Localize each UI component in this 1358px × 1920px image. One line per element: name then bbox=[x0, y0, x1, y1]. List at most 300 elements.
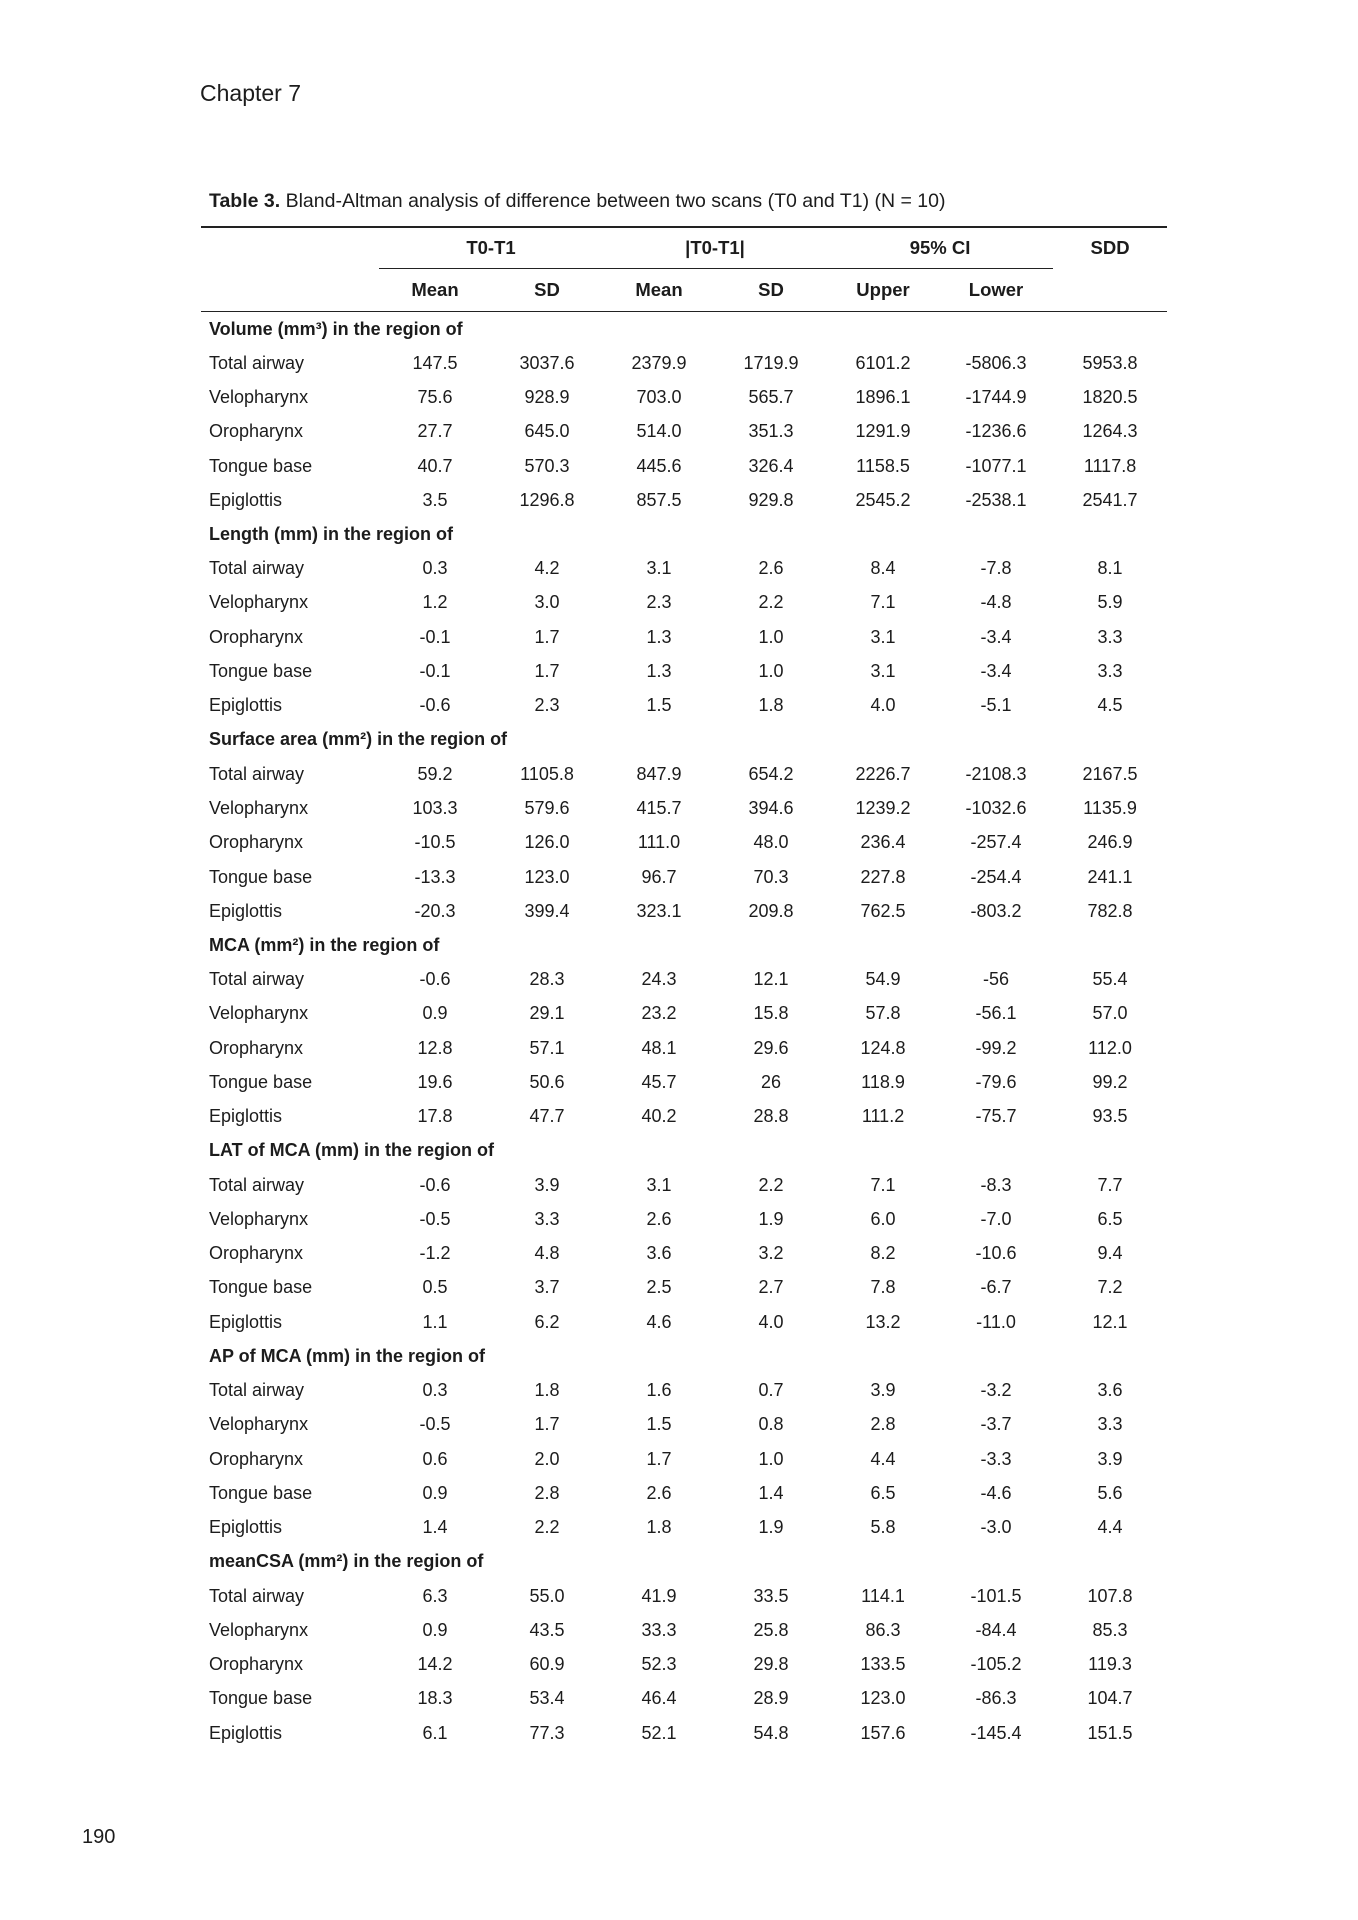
table-cell: -105.2 bbox=[970, 1654, 1022, 1675]
table-cell: 59.2 bbox=[417, 763, 453, 784]
running-header: Chapter 7 bbox=[200, 80, 302, 106]
table-cell: 26 bbox=[760, 1071, 782, 1092]
table-cell: -56.1 bbox=[975, 1003, 1017, 1024]
table-cell: 4.8 bbox=[534, 1243, 560, 1264]
table-cell: 75.6 bbox=[417, 386, 453, 407]
table-cell: 41.9 bbox=[641, 1585, 677, 1606]
table-cell: 1.4 bbox=[758, 1482, 784, 1503]
table-row bbox=[201, 791, 1167, 825]
table-cell: 1291.9 bbox=[855, 421, 911, 442]
table-cell: 0.7 bbox=[758, 1380, 784, 1401]
table-cell: -1236.6 bbox=[965, 421, 1027, 442]
table-cell: 43.5 bbox=[529, 1619, 565, 1640]
table-cell: -0.1 bbox=[419, 661, 451, 682]
table-cell: 25.8 bbox=[753, 1619, 789, 1640]
table-cell: 47.7 bbox=[529, 1106, 565, 1127]
table-cell: 1135.9 bbox=[1083, 797, 1137, 818]
table-cell: 2226.7 bbox=[855, 763, 911, 784]
table-cell: -0.5 bbox=[419, 1414, 451, 1435]
table-cell: -2538.1 bbox=[965, 489, 1027, 510]
row-label: Epiglottis bbox=[209, 1517, 283, 1538]
table-cell: 0.8 bbox=[758, 1414, 784, 1435]
table-caption-text: Bland-Altman analysis of difference between two scans (T0 and T1) (N = 10) bbox=[280, 190, 946, 212]
table-cell: -7.0 bbox=[980, 1208, 1012, 1229]
table-cell: 48.0 bbox=[753, 832, 789, 853]
table-cell: 246.9 bbox=[1087, 832, 1133, 853]
table-cell: 929.8 bbox=[748, 489, 794, 510]
table-cell: 1264.3 bbox=[1082, 421, 1138, 442]
table-cell: -0.1 bbox=[419, 626, 451, 647]
table-caption-label: Table 3. bbox=[209, 190, 281, 212]
table-cell: 107.8 bbox=[1087, 1585, 1133, 1606]
table-cell: 53.4 bbox=[529, 1688, 565, 1709]
row-label: Oropharynx bbox=[209, 1448, 304, 1469]
table-cell: 13.2 bbox=[865, 1311, 901, 1332]
table-cell: -84.4 bbox=[975, 1619, 1017, 1640]
table-cell: 0.5 bbox=[422, 1277, 448, 1298]
table-cell: 1896.1 bbox=[855, 386, 911, 407]
table-row bbox=[201, 1031, 1167, 1065]
table-cell: 2.7 bbox=[758, 1277, 784, 1298]
table-cell: 86.3 bbox=[865, 1619, 901, 1640]
table-cell: 124.8 bbox=[860, 1037, 906, 1058]
table-cell: 147.5 bbox=[412, 352, 458, 373]
table-cell: -5806.3 bbox=[965, 352, 1027, 373]
table-cell: 1.5 bbox=[646, 695, 672, 716]
table-cell: 3.1 bbox=[646, 1174, 672, 1195]
table-cell: 4.2 bbox=[534, 558, 560, 579]
table-cell: 5.6 bbox=[1097, 1482, 1123, 1503]
table-cell: -11.0 bbox=[976, 1311, 1016, 1332]
row-label: Velopharynx bbox=[209, 1003, 309, 1024]
table-cell: 857.5 bbox=[636, 489, 682, 510]
header-sdd: SDD bbox=[1053, 227, 1167, 269]
table-cell: 55.4 bbox=[1092, 969, 1128, 990]
table-cell: 1105.8 bbox=[520, 763, 574, 784]
table-cell: 3.0 bbox=[534, 592, 560, 613]
table-cell: 48.1 bbox=[641, 1037, 677, 1058]
table-cell: 1.9 bbox=[758, 1517, 784, 1538]
table-cell: 57.1 bbox=[529, 1037, 565, 1058]
table-cell: 2.3 bbox=[534, 695, 560, 716]
table-cell: 33.3 bbox=[641, 1619, 677, 1640]
section-title: Volume (mm³) in the region of bbox=[209, 318, 463, 339]
table-cell: 782.8 bbox=[1087, 900, 1133, 921]
table-cell: 3.1 bbox=[870, 626, 896, 647]
table-cell: 28.9 bbox=[753, 1688, 789, 1709]
table-cell: 415.7 bbox=[636, 797, 682, 818]
table-cell: 3.7 bbox=[534, 1277, 560, 1298]
table-cell: -1744.9 bbox=[965, 386, 1027, 407]
header-blank-2 bbox=[201, 269, 379, 312]
table-row bbox=[201, 449, 1167, 483]
table-cell: 1.3 bbox=[646, 626, 672, 647]
row-label: Oropharynx bbox=[209, 626, 304, 647]
table-cell: -3.0 bbox=[980, 1517, 1012, 1538]
table-cell: 29.8 bbox=[753, 1654, 789, 1675]
table-cell: 399.4 bbox=[524, 900, 570, 921]
table-cell: 1.9 bbox=[758, 1208, 784, 1229]
section-row bbox=[201, 928, 1167, 962]
row-label: Tongue base bbox=[209, 1071, 313, 1092]
table-cell: -1.2 bbox=[419, 1243, 451, 1264]
table-cell: 33.5 bbox=[753, 1585, 789, 1606]
table-cell: 4.0 bbox=[758, 1311, 784, 1332]
table-cell: 579.6 bbox=[524, 797, 570, 818]
table-cell: 93.5 bbox=[1092, 1106, 1128, 1127]
table-cell: 9.4 bbox=[1097, 1243, 1123, 1264]
row-label: Epiglottis bbox=[209, 1722, 283, 1743]
table-row bbox=[201, 997, 1167, 1031]
table-cell: 1.8 bbox=[646, 1517, 672, 1538]
table-cell: 7.1 bbox=[870, 1174, 896, 1195]
table-cell: 4.4 bbox=[870, 1448, 896, 1469]
table-cell: 2.8 bbox=[870, 1414, 896, 1435]
row-label: Velopharynx bbox=[209, 592, 309, 613]
table-cell: 7.2 bbox=[1097, 1277, 1123, 1298]
row-label: Velopharynx bbox=[209, 797, 309, 818]
table-cell: 40.2 bbox=[641, 1106, 677, 1127]
table-row bbox=[201, 1373, 1167, 1407]
row-label: Total airway bbox=[209, 558, 305, 579]
table-cell: 3.9 bbox=[534, 1174, 560, 1195]
table-cell: 70.3 bbox=[753, 866, 789, 887]
header-lower: Lower bbox=[939, 269, 1053, 312]
table-cell: 50.6 bbox=[529, 1071, 565, 1092]
header-abs-t0-t1: |T0-T1| bbox=[603, 227, 827, 269]
table-cell: 114.1 bbox=[861, 1585, 905, 1606]
table-cell: 4.5 bbox=[1097, 695, 1123, 716]
table-cell: 6.5 bbox=[1097, 1208, 1123, 1229]
table-cell: 123.0 bbox=[524, 866, 570, 887]
table-cell: -2108.3 bbox=[965, 763, 1027, 784]
table-row bbox=[201, 1168, 1167, 1202]
table-cell: 1239.2 bbox=[855, 797, 911, 818]
table-cell: 54.9 bbox=[865, 969, 901, 990]
table-cell: 1158.5 bbox=[856, 455, 910, 476]
table-cell: -0.6 bbox=[419, 969, 451, 990]
table-cell: 645.0 bbox=[524, 421, 570, 442]
table-cell: 1.7 bbox=[534, 1414, 560, 1435]
table-cell: 0.9 bbox=[422, 1619, 448, 1640]
table-cell: 2.8 bbox=[534, 1482, 560, 1503]
table-cell: 24.3 bbox=[641, 969, 677, 990]
row-label: Velopharynx bbox=[209, 1208, 309, 1229]
table-cell: 14.2 bbox=[417, 1654, 453, 1675]
table-cell: 0.3 bbox=[422, 558, 448, 579]
table-cell: 19.6 bbox=[417, 1071, 453, 1092]
table-row bbox=[201, 894, 1167, 928]
table-cell: 85.3 bbox=[1092, 1619, 1128, 1640]
row-label: Epiglottis bbox=[209, 900, 283, 921]
table-cell: 151.5 bbox=[1087, 1722, 1133, 1743]
table-cell: 54.8 bbox=[753, 1722, 789, 1743]
table-cell: 57.8 bbox=[865, 1003, 901, 1024]
table-cell: 104.7 bbox=[1087, 1688, 1133, 1709]
table-cell: 5.9 bbox=[1097, 592, 1123, 613]
table-cell: 1.4 bbox=[422, 1517, 448, 1538]
header-95-ci: 95% CI bbox=[827, 227, 1053, 269]
table-cell: -8.3 bbox=[980, 1174, 1012, 1195]
table-cell: 1.7 bbox=[534, 661, 560, 682]
table-cell: 8.1 bbox=[1097, 558, 1123, 579]
table-cell: 2167.5 bbox=[1082, 763, 1138, 784]
table-cell: 3.3 bbox=[1097, 1414, 1123, 1435]
table-cell: 1117.8 bbox=[1083, 455, 1137, 476]
table-row bbox=[201, 962, 1167, 996]
table-cell: 4.6 bbox=[646, 1311, 672, 1332]
section-title: Length (mm) in the region of bbox=[209, 523, 453, 544]
header-t0-t1: T0-T1 bbox=[379, 227, 603, 269]
row-label: Oropharynx bbox=[209, 1654, 304, 1675]
table-cell: 18.3 bbox=[417, 1688, 453, 1709]
table-cell: -6.7 bbox=[980, 1277, 1012, 1298]
table-row bbox=[201, 757, 1167, 791]
table-cell: 323.1 bbox=[636, 900, 682, 921]
row-label: Oropharynx bbox=[209, 421, 304, 442]
table-row bbox=[201, 346, 1167, 380]
table-cell: 514.0 bbox=[636, 421, 682, 442]
table-cell: 60.9 bbox=[529, 1654, 565, 1675]
table-cell: 57.0 bbox=[1092, 1003, 1128, 1024]
table-row bbox=[201, 620, 1167, 654]
table-cell: 111.0 bbox=[637, 832, 681, 853]
table-cell: 52.3 bbox=[641, 1654, 677, 1675]
section-title: MCA (mm²) in the region of bbox=[209, 934, 440, 955]
table-row bbox=[201, 1305, 1167, 1339]
table-row bbox=[201, 1613, 1167, 1647]
table-cell: 133.5 bbox=[860, 1654, 906, 1675]
table-row bbox=[201, 1271, 1167, 1305]
table-cell: 565.7 bbox=[748, 386, 794, 407]
table-row bbox=[201, 1100, 1167, 1134]
table-cell: 6.1 bbox=[422, 1722, 448, 1743]
section-row bbox=[201, 312, 1167, 347]
row-label: Epiglottis bbox=[209, 695, 283, 716]
header-blank-3 bbox=[1053, 269, 1167, 312]
table-cell: 3.5 bbox=[422, 489, 448, 510]
table-row bbox=[201, 1476, 1167, 1510]
row-label: Tongue base bbox=[209, 866, 313, 887]
table-cell: -1077.1 bbox=[965, 455, 1027, 476]
table-cell: 157.6 bbox=[860, 1722, 906, 1743]
table-cell: 46.4 bbox=[641, 1688, 677, 1709]
table-cell: 6101.2 bbox=[855, 352, 911, 373]
table-cell: 1.8 bbox=[534, 1380, 560, 1401]
table-cell: 111.2 bbox=[861, 1106, 905, 1127]
row-label: Velopharynx bbox=[209, 386, 309, 407]
table-cell: -803.2 bbox=[970, 900, 1022, 921]
header-sd-2: SD bbox=[715, 269, 827, 312]
table-cell: 351.3 bbox=[748, 421, 794, 442]
section-row bbox=[201, 1134, 1167, 1168]
row-label: Epiglottis bbox=[209, 1106, 283, 1127]
table-cell: 703.0 bbox=[636, 386, 682, 407]
table-cell: -4.6 bbox=[980, 1482, 1012, 1503]
table-cell: 7.8 bbox=[870, 1277, 896, 1298]
table-cell: 762.5 bbox=[860, 900, 906, 921]
table-cell: 209.8 bbox=[748, 900, 794, 921]
table-cell: -5.1 bbox=[980, 695, 1012, 716]
table-caption bbox=[209, 190, 946, 213]
table-row bbox=[201, 380, 1167, 414]
section-title: Surface area (mm²) in the region of bbox=[209, 729, 508, 750]
header-upper: Upper bbox=[827, 269, 939, 312]
table-cell: 4.4 bbox=[1097, 1517, 1123, 1538]
table-row bbox=[201, 1511, 1167, 1545]
row-label: Velopharynx bbox=[209, 1619, 309, 1640]
table-cell: 227.8 bbox=[860, 866, 906, 887]
table-cell: 847.9 bbox=[636, 763, 682, 784]
table-cell: 2.5 bbox=[646, 1277, 672, 1298]
header-mean-2: Mean bbox=[603, 269, 715, 312]
table-cell: 1.2 bbox=[422, 592, 448, 613]
table-cell: -86.3 bbox=[975, 1688, 1017, 1709]
table-cell: 45.7 bbox=[641, 1071, 677, 1092]
table-cell: 12.1 bbox=[1092, 1311, 1128, 1332]
table-row bbox=[201, 826, 1167, 860]
section-row bbox=[201, 1545, 1167, 1579]
row-label: Total airway bbox=[209, 1174, 305, 1195]
table-row bbox=[201, 1716, 1167, 1750]
table-cell: 6.0 bbox=[870, 1208, 896, 1229]
table-cell: 928.9 bbox=[524, 386, 570, 407]
table-cell: 52.1 bbox=[641, 1722, 677, 1743]
table-cell: 3.6 bbox=[1097, 1380, 1123, 1401]
table-cell: -254.4 bbox=[970, 866, 1022, 887]
table-cell: 3.9 bbox=[870, 1380, 896, 1401]
table-row bbox=[201, 1202, 1167, 1236]
row-label: Oropharynx bbox=[209, 832, 304, 853]
table-cell: 1.7 bbox=[646, 1448, 672, 1469]
table-cell: -3.2 bbox=[980, 1380, 1012, 1401]
row-label: Tongue base bbox=[209, 1482, 313, 1503]
table-cell: 2.6 bbox=[758, 558, 784, 579]
table-cell: 5.8 bbox=[870, 1517, 896, 1538]
table-row bbox=[201, 1682, 1167, 1716]
table-cell: 1.7 bbox=[534, 626, 560, 647]
row-label: Total airway bbox=[209, 969, 305, 990]
table-row bbox=[201, 1237, 1167, 1271]
table-cell: 28.3 bbox=[529, 969, 565, 990]
table-cell: 8.4 bbox=[870, 558, 896, 579]
table-cell: -0.6 bbox=[419, 695, 451, 716]
table-cell: -1032.6 bbox=[965, 797, 1027, 818]
table-cell: 0.3 bbox=[422, 1380, 448, 1401]
table-body bbox=[201, 312, 1167, 1751]
row-label: Epiglottis bbox=[209, 489, 283, 510]
table-cell: 29.6 bbox=[753, 1037, 789, 1058]
table-row bbox=[201, 689, 1167, 723]
table-cell: 8.2 bbox=[870, 1243, 896, 1264]
table-cell: 326.4 bbox=[748, 455, 794, 476]
table-cell: 12.1 bbox=[753, 969, 789, 990]
table-cell: 3.2 bbox=[758, 1243, 784, 1264]
table-cell: 27.7 bbox=[417, 421, 453, 442]
table-row bbox=[201, 1442, 1167, 1476]
table-cell: 6.2 bbox=[534, 1311, 560, 1332]
table-cell: 96.7 bbox=[641, 866, 677, 887]
table-cell: 12.8 bbox=[417, 1037, 453, 1058]
header-sd-1: SD bbox=[491, 269, 603, 312]
section-row bbox=[201, 723, 1167, 757]
table-cell: 40.7 bbox=[417, 455, 453, 476]
table-cell: -7.8 bbox=[980, 558, 1012, 579]
table-cell: 17.8 bbox=[417, 1106, 453, 1127]
table-cell: 23.2 bbox=[641, 1003, 677, 1024]
table-row bbox=[201, 860, 1167, 894]
table-cell: 1.0 bbox=[758, 626, 784, 647]
table-cell: 2379.9 bbox=[631, 352, 687, 373]
table-cell: 3.9 bbox=[1097, 1448, 1123, 1469]
table-cell: 236.4 bbox=[860, 832, 906, 853]
table-cell: 3.3 bbox=[534, 1208, 560, 1229]
table-cell: 2.2 bbox=[534, 1517, 560, 1538]
table-cell: 0.6 bbox=[422, 1448, 448, 1469]
table-cell: 0.9 bbox=[422, 1003, 448, 1024]
header-blank bbox=[201, 227, 379, 269]
table-cell: 4.0 bbox=[870, 695, 896, 716]
table-cell: 1296.8 bbox=[519, 489, 575, 510]
table-cell: 0.9 bbox=[422, 1482, 448, 1503]
row-label: Oropharynx bbox=[209, 1243, 304, 1264]
table-cell: 7.1 bbox=[870, 592, 896, 613]
table-cell: 2541.7 bbox=[1082, 489, 1138, 510]
row-label: Velopharynx bbox=[209, 1414, 309, 1435]
table-row bbox=[201, 1648, 1167, 1682]
table-cell: 5953.8 bbox=[1082, 352, 1138, 373]
table-cell: 28.8 bbox=[753, 1106, 789, 1127]
table-cell: -20.3 bbox=[414, 900, 456, 921]
table-cell: 3.3 bbox=[1097, 661, 1123, 682]
table-cell: -3.4 bbox=[980, 626, 1012, 647]
row-label: Total airway bbox=[209, 1585, 305, 1606]
table-cell: -257.4 bbox=[970, 832, 1022, 853]
table-cell: 570.3 bbox=[524, 455, 570, 476]
table-cell: 445.6 bbox=[636, 455, 682, 476]
table-cell: -10.5 bbox=[414, 832, 456, 853]
table-cell: 2.6 bbox=[646, 1208, 672, 1229]
row-label: Epiglottis bbox=[209, 1311, 283, 1332]
table-cell: 6.3 bbox=[422, 1585, 448, 1606]
section-title: LAT of MCA (mm) in the region of bbox=[209, 1140, 494, 1161]
page-number: 190 bbox=[82, 1826, 116, 1848]
table-row bbox=[201, 415, 1167, 449]
table-cell: 3.3 bbox=[1097, 626, 1123, 647]
bland-altman-table bbox=[201, 226, 1167, 1750]
table-cell: 2.2 bbox=[758, 1174, 784, 1195]
table-cell: 2.6 bbox=[646, 1482, 672, 1503]
table-cell: -3.4 bbox=[980, 661, 1012, 682]
table-cell: 1820.5 bbox=[1082, 386, 1138, 407]
section-row bbox=[201, 1339, 1167, 1373]
table-row bbox=[201, 586, 1167, 620]
table-cell: 3.6 bbox=[646, 1243, 672, 1264]
table-cell: 29.1 bbox=[529, 1003, 565, 1024]
header-mean-1: Mean bbox=[379, 269, 491, 312]
table-cell: 123.0 bbox=[860, 1688, 906, 1709]
table-cell: 2545.2 bbox=[855, 489, 911, 510]
table-cell: 1.5 bbox=[646, 1414, 672, 1435]
section-title: meanCSA (mm²) in the region of bbox=[209, 1551, 484, 1572]
row-label: Total airway bbox=[209, 763, 305, 784]
table-row bbox=[201, 483, 1167, 517]
table-cell: 6.5 bbox=[870, 1482, 896, 1503]
table-cell: 2.2 bbox=[758, 592, 784, 613]
table-cell: 1.0 bbox=[758, 1448, 784, 1469]
table-cell: 77.3 bbox=[529, 1722, 565, 1743]
table-cell: 3.1 bbox=[870, 661, 896, 682]
